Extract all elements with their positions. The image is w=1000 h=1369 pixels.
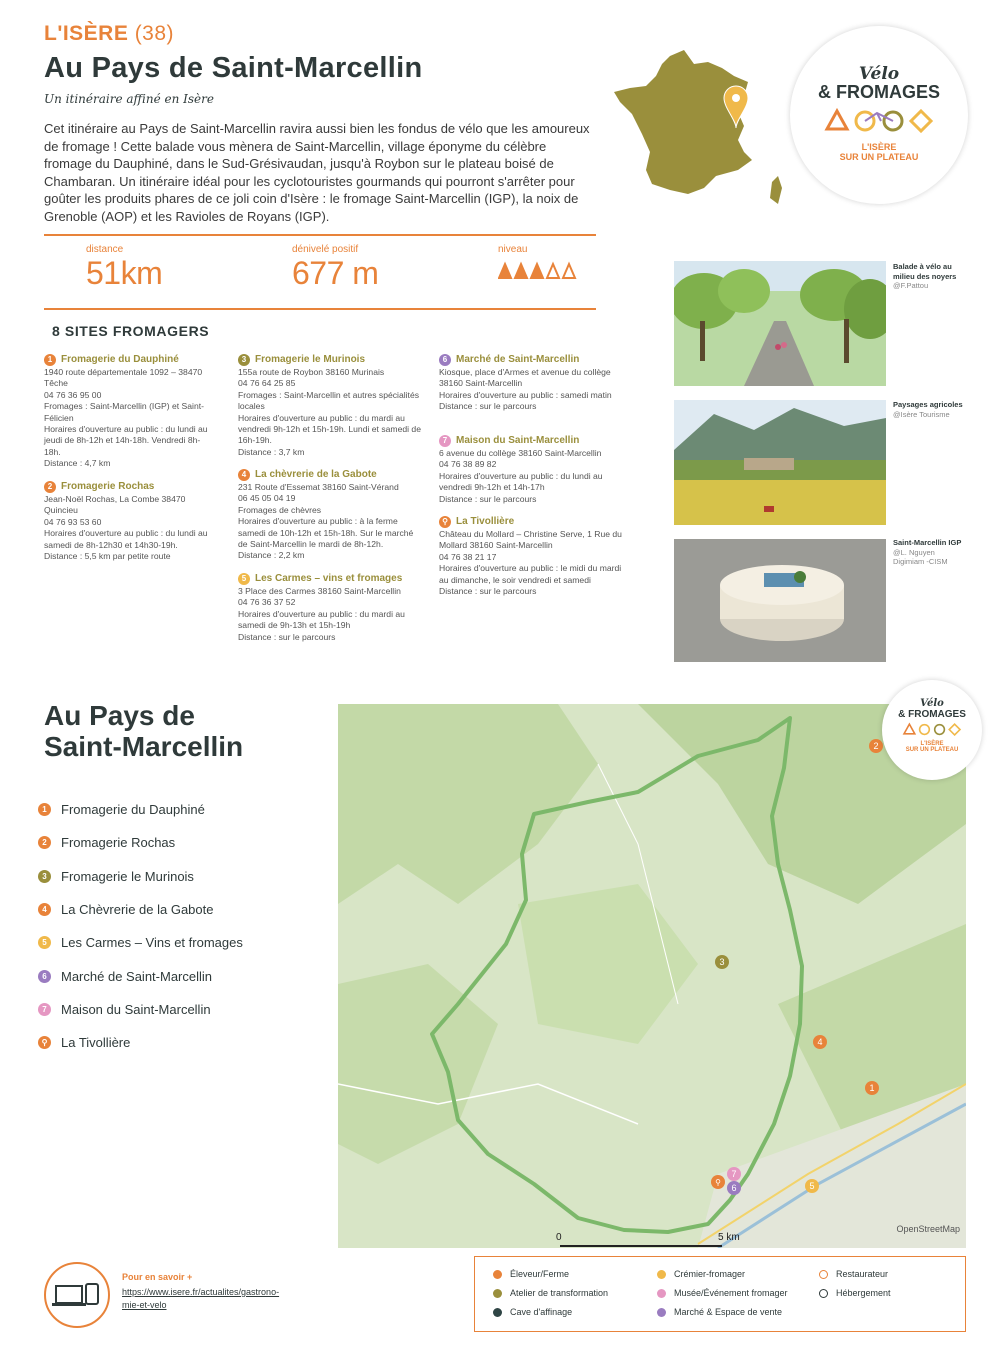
site-details: 6 avenue du collège 38160 Saint-Marcellin 04 76 38 89 82 Horaires d'ouverture au public : du lundi au vendredi 9h-12h et 14h-17h Distance : sur le parcours — [439, 448, 603, 504]
page-title: Au Pays de Saint-Marcellin — [44, 52, 423, 84]
site-details: Château du Mollard – Christine Serve, 1 Rue du Mollard 38160 Saint-Marcellin 04 76 38 21 17 Horaires d'ouverture au public : le midi du mardi au dimanche, le soir vendredi et samedi Distance : sur le parcours — [439, 529, 622, 597]
legend-label: La Chèvrerie de la Gabote — [61, 901, 214, 917]
site-number-badge: 4 — [238, 469, 250, 481]
site-name: Fromagerie du Dauphiné — [61, 354, 179, 366]
badge-isere-text: L'ISÈRE — [920, 741, 944, 747]
site-number-badge: 6 — [439, 354, 451, 366]
site-name: Marché de Saint-Marcellin — [456, 354, 580, 366]
route-map[interactable] — [338, 704, 966, 1248]
map-canvas — [338, 704, 966, 1248]
legend-number-badge: 2 — [38, 836, 51, 849]
france-map-illustration — [612, 42, 790, 210]
site-name: Fromagerie Rochas — [61, 481, 155, 493]
site-name: La Tivollière — [456, 516, 515, 528]
legend-number-badge: 3 — [38, 870, 51, 883]
divider-bottom — [44, 308, 596, 310]
caption-credit: @L. Nguyen Digimiam -CISM — [893, 547, 948, 566]
region-heading — [44, 22, 174, 46]
site-card-1 — [44, 354, 216, 470]
site-card-2 — [44, 481, 216, 562]
site-details: 1940 route départementale 1092 – 38470 Têche 04 76 36 95 00 Fromages : Saint-Marcellin (IGP) et Saint-Félicien Horaires d'ouverture au public : du lundi au jeudi de 8h-12h et 14h-18h. Vendredi 8h-18h. Distance : 4,7 km — [44, 367, 208, 469]
stat-distance-label: distance — [86, 244, 124, 255]
site-details: Kiosque, place d'Armes et avenue du collège 38160 Saint-Marcellin Horaires d'ouverture au public : samedi matin Distance : sur le parcours — [439, 367, 612, 412]
site-number-badge: 7 — [439, 435, 451, 447]
page-subtitle: Un itinéraire affiné en Isère — [44, 92, 214, 106]
map-legend-item — [38, 902, 213, 917]
restaurant-icon: ⚲ — [439, 516, 451, 528]
legend-cave: Cave d'affinage — [493, 1307, 572, 1317]
site-card-8 — [439, 516, 623, 597]
legend-label: Maison du Saint-Marcellin — [61, 1001, 211, 1017]
legend-number-badge: 6 — [38, 970, 51, 983]
map-legend-item — [38, 1002, 211, 1017]
badge-velo-text: Vélo — [858, 64, 900, 84]
map-marker-1 — [865, 1081, 879, 1095]
caption-title: Paysages agricoles — [893, 400, 963, 409]
badge-fromages-text: & FROMAGES — [898, 709, 966, 720]
photo-caption-3 — [893, 538, 963, 567]
divider-top — [44, 234, 596, 236]
restaurant-icon — [819, 1270, 828, 1279]
svg-text:4: 4 — [817, 1037, 823, 1047]
map-legend-item — [38, 935, 243, 950]
devices-icon — [44, 1262, 110, 1328]
map-marker-5 — [805, 1179, 819, 1193]
caption-title: Saint-Marcellin IGP — [893, 538, 962, 547]
site-card-5 — [238, 573, 424, 643]
stat-elevation — [292, 244, 378, 292]
map-marker-restaurant-icon — [711, 1175, 725, 1189]
legend-number-badge: 1 — [38, 803, 51, 816]
photo-caption-1 — [893, 262, 963, 291]
site-number-badge: 1 — [44, 354, 56, 366]
site-details: Jean-Noël Rochas, La Combe 38470 Quincieu 04 76 93 53 60 Horaires d'ouverture au public : du lundi au samedi de 8h-12h30 et 14h30-19h. Distance : 5,5 km par petite route — [44, 494, 208, 562]
map-marker-7 — [727, 1167, 741, 1181]
svg-text:1: 1 — [869, 1083, 875, 1093]
map-marker-3 — [715, 955, 729, 969]
intro-paragraph: Cet itinéraire au Pays de Saint-Marcellin ravira aussi bien les fondus de vélo que les amoureux de fromage ! Cette balade vous mènera de Saint-Marcellin, village éponyme du célèbre fromage du Dauphiné, dans le Sud-Grésivaudan, jusqu'à Roybon sur le plateau boisé de Chambaran. Un itinéraire idéal pour les cyclotouristes gourmands qui pourront s'arrêter pour goûter les produits phares de ce joli coin d'Isère : le fromage Saint-Marcellin (IGP), la noix de Grenoble (AOP) et les Ravioles de Royans (IGP). — [44, 121, 590, 224]
map-marker-6 — [727, 1181, 741, 1195]
badge-fromages-text: & FROMAGES — [817, 82, 940, 102]
site-details: 155a route de Roybon 38160 Murinais 04 76 64 25 85 Fromages : Saint-Marcellin et autres spécialités locales Horaires d'ouverture au public : du mardi au vendredi 9h-12h et 15h-19h. Lundi et samedi de 16h-19h. Distance : 3,7 km — [238, 367, 421, 457]
svg-text:5: 5 — [809, 1181, 815, 1191]
caption-credit: @Isère Tourisme — [893, 409, 950, 419]
region-number: (38) — [134, 22, 175, 45]
svg-text:2: 2 — [873, 741, 879, 751]
scale-start-label: 0 — [556, 1232, 562, 1243]
map-title-line-2: Saint-Marcellin — [44, 731, 244, 762]
badge-plateau-text: SUR UN PLATEAU — [839, 152, 919, 162]
caption-title: Balade à vélo au milieu des noyers — [893, 262, 957, 281]
badge-plateau-text: SUR UN PLATEAU — [905, 747, 959, 753]
level-rating-icons — [498, 261, 582, 281]
url-line-2: mie-et-velo — [122, 1300, 167, 1310]
site-name: Les Carmes – vins et fromages — [255, 573, 403, 585]
photo-saint-marcellin-cheese — [674, 539, 886, 662]
svg-text:3: 3 — [719, 957, 725, 967]
legend-label: Fromagerie le Murinois — [61, 868, 194, 884]
map-credit: OpenStreetMap — [896, 1224, 960, 1234]
site-number-badge: 5 — [238, 573, 250, 585]
stat-level — [498, 244, 582, 286]
scale-end-label: 5 km — [718, 1232, 740, 1243]
map-legend-item — [38, 1035, 130, 1050]
legend-number-badge: 4 — [38, 903, 51, 916]
sites-heading: 8 SITES FROMAGERS — [52, 323, 210, 339]
site-name: Fromagerie le Murinois — [255, 354, 366, 366]
region-name: L'ISÈRE — [44, 22, 129, 45]
stat-distance-value: 51km — [86, 255, 163, 291]
badge-velo-text: Vélo — [920, 698, 944, 709]
site-number-badge: 3 — [238, 354, 250, 366]
svg-text:⚲: ⚲ — [715, 1178, 721, 1187]
velo-fromages-badge — [790, 26, 968, 204]
map-section-title — [44, 700, 243, 762]
caption-credit: @F.Pattou — [893, 281, 929, 290]
site-card-3 — [238, 354, 424, 458]
bike-shapes-icon — [900, 722, 964, 736]
photo-caption-2 — [893, 400, 963, 419]
svg-text:7: 7 — [731, 1169, 737, 1179]
site-name: La chèvrerie de la Gabote — [255, 469, 377, 481]
site-name: Maison du Saint-Marcellin — [456, 435, 580, 447]
legend-cremier: Crémier-fromager — [657, 1269, 745, 1279]
badge-isere-text: L'ISÈRE — [861, 142, 897, 152]
restaurant-icon: ⚲ — [38, 1036, 51, 1049]
legend-restaurateur: Restaurateur — [819, 1269, 888, 1279]
level-empty-icon — [547, 264, 559, 278]
svg-text:6: 6 — [731, 1183, 737, 1193]
legend-number-badge: 5 — [38, 936, 51, 949]
map-legend-item — [38, 969, 212, 984]
more-info-label: Pour en savoir + — [122, 1272, 193, 1282]
stat-level-label: niveau — [498, 244, 528, 255]
stat-elevation-label: dénivelé positif — [292, 244, 359, 255]
legend-label: Marché de Saint-Marcellin — [61, 968, 213, 984]
photo-agricultural-landscape — [674, 400, 886, 525]
lodging-icon — [819, 1289, 828, 1298]
category-legend — [474, 1256, 966, 1332]
site-number-badge: 2 — [44, 481, 56, 493]
bike-shapes-icon — [823, 107, 935, 133]
legend-marche: Marché & Espace de vente — [657, 1307, 782, 1317]
site-card-7 — [439, 435, 623, 505]
map-title-line-1: Au Pays de — [44, 700, 195, 731]
legend-label: Fromagerie Rochas — [61, 835, 176, 851]
stat-distance — [86, 244, 162, 292]
map-legend-item — [38, 869, 194, 884]
level-filled-icon — [499, 264, 511, 278]
site-card-6 — [439, 354, 623, 413]
site-details: 3 Place des Carmes 38160 Saint-Marcellin 04 76 36 37 52 Horaires d'ouverture au public : du mardi au samedi de 9h-13h et 15h-19h Distance : sur le parcours — [238, 586, 405, 642]
map-legend-item — [38, 835, 175, 850]
level-empty-icon — [563, 264, 575, 278]
legend-label: La Tivollière — [61, 1035, 131, 1051]
level-filled-icon — [515, 264, 527, 278]
velo-fromages-badge-small — [882, 680, 982, 780]
photo-cycling-walnut-trees — [674, 261, 886, 386]
site-card-4 — [238, 469, 424, 562]
legend-hebergement: Hébergement — [819, 1288, 891, 1298]
url-line-1: https://www.isere.fr/actualites/gastrono- — [122, 1287, 280, 1297]
legend-eleveur: Éleveur/Ferme — [493, 1269, 569, 1279]
legend-musee: Musée/Événement fromager — [657, 1288, 788, 1298]
map-legend-item — [38, 802, 205, 817]
legend-number-badge: 7 — [38, 1003, 51, 1016]
map-marker-4 — [813, 1035, 827, 1049]
legend-label: Les Carmes – Vins et fromages — [61, 935, 243, 951]
legend-atelier: Atelier de transformation — [493, 1288, 608, 1298]
map-marker-2 — [869, 739, 883, 753]
site-details: 231 Route d'Essemat 38160 Saint-Vérand 06 45 05 04 19 Fromages de chèvres Horaires d'ouverture au public : à la ferme samedi de 10h-12h et 15h-18h. Sur le marché de Saint-Marcellin le mardi de 8h-12h. Distance : 2,2 km — [238, 482, 414, 561]
level-filled-icon — [531, 264, 543, 278]
legend-label: Fromagerie du Dauphiné — [61, 802, 205, 817]
stat-elevation-value: 677 m — [292, 255, 379, 291]
more-info-link[interactable] — [122, 1286, 279, 1312]
